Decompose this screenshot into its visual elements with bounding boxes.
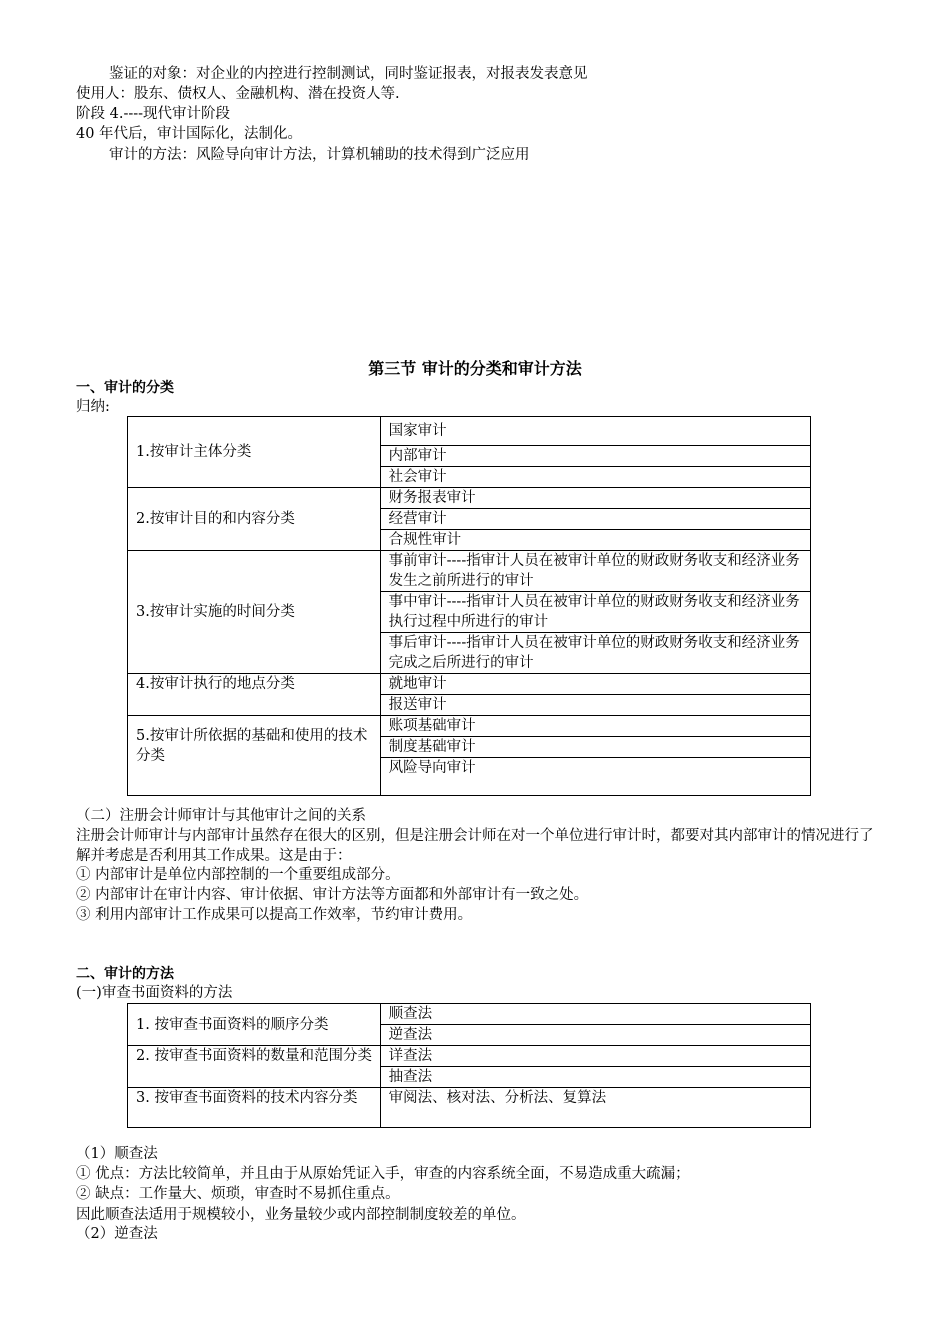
classification-table: [127, 416, 811, 796]
table-cell-category: 5.按审计所依据的基础和使用的技术分类: [128, 716, 381, 796]
sequential-heading: （1）顺查法: [76, 1146, 158, 1162]
part2-heading: 二、审计的方法: [76, 966, 174, 982]
section-title: 第三节 审计的分类和审计方法: [368, 359, 582, 378]
table-cell-category: 1. 按审查书面资料的顺序分类: [128, 1004, 381, 1046]
table-cell-item: 制度基础审计: [380, 737, 810, 758]
table-cell-item: 事前审计----指审计人员在被审计单位的财政财务收支和经济业务发生之前所进行的审计: [380, 551, 810, 592]
table-cell-category: 2.按审计目的和内容分类: [128, 488, 381, 551]
table-cell-item: 账项基础审计: [380, 716, 810, 737]
sequential-cons: ② 缺点：工作量大、烦琐，审查时不易抓住重点。: [76, 1186, 400, 1202]
table-cell-item: 报送审计: [380, 695, 810, 716]
methods-table: [127, 1003, 811, 1128]
table-cell-item: 审阅法、核对法、分析法、复算法: [380, 1088, 810, 1128]
table-cell-category: 3. 按审查书面资料的技术内容分类: [128, 1088, 381, 1128]
table-cell-item: 经营审计: [380, 509, 810, 530]
part1-label: 归纳:: [76, 399, 110, 415]
table-cell-item: 就地审计: [380, 674, 810, 695]
table-cell-item: 内部审计: [380, 446, 810, 467]
table-cell-item: 顺查法: [380, 1004, 810, 1025]
text-line: 使用人：股东、债权人、金融机构、潜在投资人等.: [76, 86, 400, 102]
sequential-conclusion: 因此顺查法适用于规模较小，业务量较少或内部控制制度较差的单位。: [76, 1207, 526, 1223]
table-cell-item: 财务报表审计: [380, 488, 810, 509]
table-cell-item: 事后审计----指审计人员在被审计单位的财政财务收支和经济业务完成之后所进行的审计: [380, 633, 810, 674]
relation-point: ③ 利用内部审计工作成果可以提高工作效率，节约审计费用。: [76, 907, 473, 923]
text-line: 审计的方法：风险导向审计方法，计算机辅助的技术得到广泛应用: [109, 147, 530, 163]
table-cell-category: 2. 按审查书面资料的数量和范围分类: [128, 1046, 381, 1088]
table-cell-item: 抽查法: [380, 1067, 810, 1088]
text-line: 40 年代后，审计国际化，法制化。: [76, 126, 303, 142]
table-cell-item: 详查法: [380, 1046, 810, 1067]
relation-point: ① 内部审计是单位内部控制的一个重要组成部分。: [76, 867, 400, 883]
table-cell-item: 社会审计: [380, 467, 810, 488]
reverse-heading: （2）逆查法: [76, 1226, 158, 1242]
table-cell-category: 4.按审计执行的地点分类: [128, 674, 381, 716]
table-cell-item: 国家审计: [380, 417, 810, 446]
relation-intro: 注册会计师审计与内部审计虽然存在很大的区别，但是注册会计师在对一个单位进行审计时，都要对其内部审计的情况进行了解并考虑是否利用其工作成果。这是由于：: [76, 828, 874, 864]
part2-subheading: (一)审查书面资料的方法: [76, 985, 233, 1001]
table-cell-item: 逆查法: [380, 1025, 810, 1046]
text-line: 鉴证的对象：对企业的内控进行控制测试，同时鉴证报表，对报表发表意见: [109, 66, 588, 82]
sequential-pros: ① 优点：方法比较简单，并且由于从原始凭证入手，审查的内容系统全面，不易造成重大疏漏；: [76, 1166, 690, 1182]
text-line: 阶段 4.----现代审计阶段: [76, 106, 231, 122]
table-cell-item: 风险导向审计: [380, 758, 810, 796]
table-cell-item: 事中审计----指审计人员在被审计单位的财政财务收支和经济业务执行过程中所进行的审计: [380, 592, 810, 633]
table-cell-item: 合规性审计: [380, 530, 810, 551]
table-cell-category: 1.按审计主体分类: [128, 417, 381, 488]
table-cell-category: 3.按审计实施的时间分类: [128, 551, 381, 674]
relation-heading: （二）注册会计师审计与其他审计之间的关系: [76, 808, 366, 824]
part1-heading: 一、审计的分类: [76, 380, 174, 396]
relation-point: ② 内部审计在审计内容、审计依据、审计方法等方面都和外部审计有一致之处。: [76, 887, 589, 903]
